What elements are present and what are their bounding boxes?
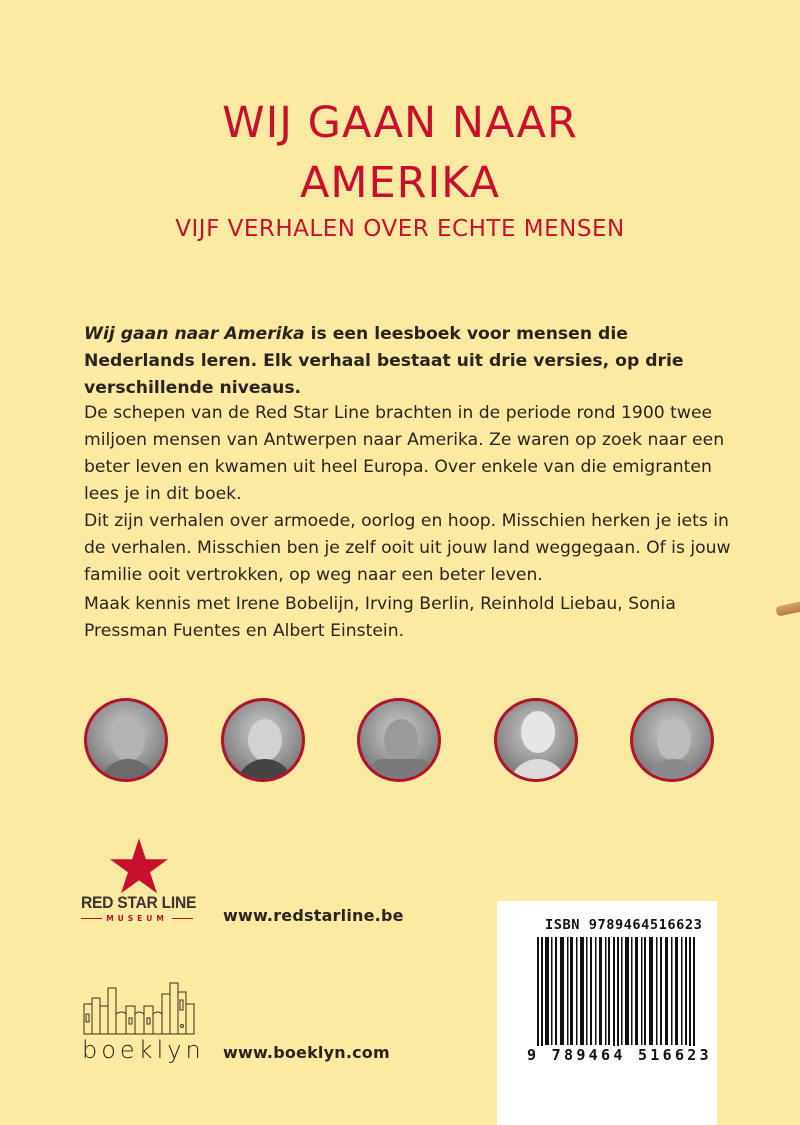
boeklyn-logo-text: boeklyn [82,1036,205,1064]
portrait-irving-berlin [221,698,305,782]
barcode-digits: 9 789464 516623 [527,1046,712,1064]
boeklyn-url[interactable]: www.boeklyn.com [223,1043,390,1062]
red-star-line-logo-text: RED STAR LINE [81,893,197,912]
portrait-row [84,698,724,790]
portrait-irene-bobelijn [84,698,168,782]
blurb-intro-text: is een leesboek voor mensen die Nederlands leren. Elk verhaal bestaat uit drie versies, op drie verschillende niveaus. [84,324,684,398]
subtitle: VIJF VERHALEN OVER ECHTE MENSEN [175,216,625,242]
blurb-intro [84,321,744,402]
portrait-reinhold-liebau [357,698,441,782]
isbn-label: ISBN 9789464516623 [545,918,703,933]
blurb-paragraph-4: Maak kennis met Irene Bobelijn, Irving Berlin, Reinhold Liebau, Sonia Pressman Fuentes en Albert Einstein. [84,594,676,641]
redstarline-url[interactable]: www.redstarline.be [223,906,404,925]
red-star-line-museum-label: MUSEUM [81,914,193,923]
blurb-paragraph-2: De schepen van de Red Star Line brachten in de periode rond 1900 twee miljoen mensen van Antwerpen naar Amerika. Ze waren op zoek naar een beter leven en kwamen uit heel Europa. Over enkele van die emigranten lees je in dit boek. [84,403,725,504]
title-line-2: AMERIKA [299,158,501,208]
portrait-albert-einstein [630,698,714,782]
bookshelf-icon [82,980,196,1036]
barcode-bars-icon [537,937,695,1059]
wood-fragment-decoration [775,601,800,616]
blurb-book-title: Wij gaan naar Amerika [84,324,305,344]
red-star-icon [110,838,168,894]
blurb-paragraph-3: Dit zijn verhalen over armoede, oorlog en hoop. Misschien herken je iets in de verhalen. Misschien ben je zelf ooit uit jouw land weggegaan. Of is jouw familie ooit vertrokken, op weg naar een beter leven. [84,511,731,585]
title-line-1: WIJ GAAN NAAR [222,98,578,148]
portrait-sonia-pressman-fuentes [494,698,578,782]
